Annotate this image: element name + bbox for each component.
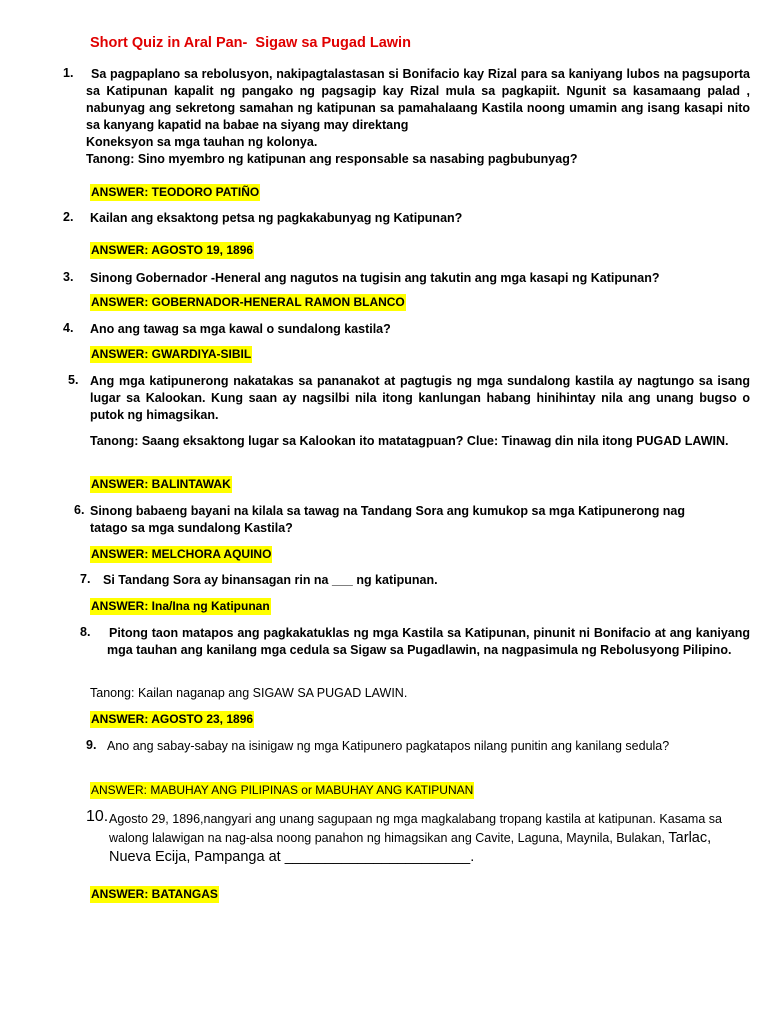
question-2-text: Kailan ang eksaktong petsa ng pagkakabunyag ng Katipunan?: [90, 211, 463, 225]
question-8-text: Pitong taon matapos ang pagkakatuklas ng mga Kastila sa Katipunan, pinunit ni Bonifacio at ang kaniyang mga tauhan ang kanilang mga cedula sa Sigaw sa Pugadlawin, na nagpasimula ng Rebolusyong Pilipino.: [107, 626, 750, 657]
answer-6: ANSWER: MELCHORA AQUINO: [91, 547, 272, 561]
question-5-prompt: Tanong: Saang eksaktong lugar sa Kalookan ito matatagpuan? Clue: Tinawag din nila itong PUGAD LAWIN.: [90, 434, 729, 448]
question-4-text: Ano ang tawag sa mga kawal o sundalong kastila?: [90, 322, 391, 336]
question-number: 1.: [63, 66, 74, 80]
question-number: 8.: [80, 625, 91, 639]
question-1-prompt: Tanong: Sino myembro ng katipunan ang responsable sa nasabing pagbubunyag?: [86, 152, 578, 166]
page-title: Short Quiz in Aral Pan- Sigaw sa Pugad Lawin: [90, 35, 411, 51]
question-10-text-part-2: Tarlac, Nueva Ecija, Pampanga at _______________________.: [109, 830, 712, 865]
question-9-text: Ano ang sabay-sabay na isinigaw ng mga Katipunero pagkatapos nilang punitin ang kanilang sedula?: [107, 739, 670, 753]
answer-3: ANSWER: GOBERNADOR-HENERAL RAMON BLANCO: [91, 295, 405, 309]
question-5-text: Ang mga katipunerong nakatakas sa pananakot at pagtugis ng mga sundalong kastila ay nagtungo sa isang lugar sa Kalookan. Kung saan ay nagsilbi nila itong kanlungan habang hinihintay nila ang unang bugso o putok ng himagsikan.: [90, 374, 750, 422]
answer-1: ANSWER: TEODORO PATIÑO: [91, 185, 260, 199]
answer-9: ANSWER: MABUHAY ANG PILIPINAS or MABUHAY ANG KATIPUNAN: [91, 783, 474, 797]
question-number: 10.: [86, 808, 109, 825]
question-number: 9.: [86, 738, 97, 752]
question-number: 2.: [63, 210, 74, 224]
question-6-text: Sinong babaeng bayani na kilala sa tawag na Tandang Sora ang kumukop sa mga Katipunerong nag tatago sa mga sundalong Kastila?: [90, 504, 686, 535]
question-1-text-cont: Koneksyon sa mga tauhan ng kolonya.: [86, 135, 318, 149]
answer-5: ANSWER: BALINTAWAK: [91, 477, 231, 491]
question-number: 4.: [63, 321, 74, 335]
question-number: 6.: [74, 503, 85, 517]
answer-4: ANSWER: GWARDIYA-SIBIL: [91, 347, 252, 361]
question-8-prompt: Tanong: Kailan naganap ang SIGAW SA PUGAD LAWIN.: [90, 686, 408, 700]
question-number: 3.: [63, 270, 74, 284]
question-7-text: Si Tandang Sora ay binansagan rin na ___ ng katipunan.: [103, 573, 438, 587]
question-10-text-part-1: Agosto 29, 1896,nangyari ang unang sagupaan ng mga magkalabang tropang kastila at katipunan. Kasama sa walong lalawigan na nag-alsa noong panahon ng himagsikan ang Cavite, Laguna, Maynila, Bulakan,: [109, 812, 722, 845]
question-10-text: [109, 810, 754, 867]
answer-7: ANSWER: Ina/Ina ng Katipunan: [91, 599, 270, 613]
question-number: 5.: [68, 373, 79, 387]
question-number: 7.: [80, 572, 91, 586]
question-1-text: Sa pagpaplano sa rebolusyon, nakipagtalastasan si Bonifacio kay Rizal para sa kaniyang lubos na pagsuporta sa Katipunan kapalit ng pangako ng pagsagip kay Rizal mula sa pagkapiit. Ngunit sa kasamaang palad , nabunyag ang sekretong samahan ng katipunan sa pamahalaang Kastila noong umamin ang isang kasapi nito sa kanyang kapatid na babae na siyang may direktang: [86, 67, 750, 132]
answer-8: ANSWER: AGOSTO 23, 1896: [91, 712, 254, 726]
answer-10: ANSWER: BATANGAS: [91, 887, 218, 901]
answer-2: ANSWER: AGOSTO 19, 1896: [91, 243, 254, 257]
question-3-text: Sinong Gobernador -Heneral ang nagutos na tugisin ang takutin ang mga kasapi ng Katipunan?: [90, 271, 660, 285]
